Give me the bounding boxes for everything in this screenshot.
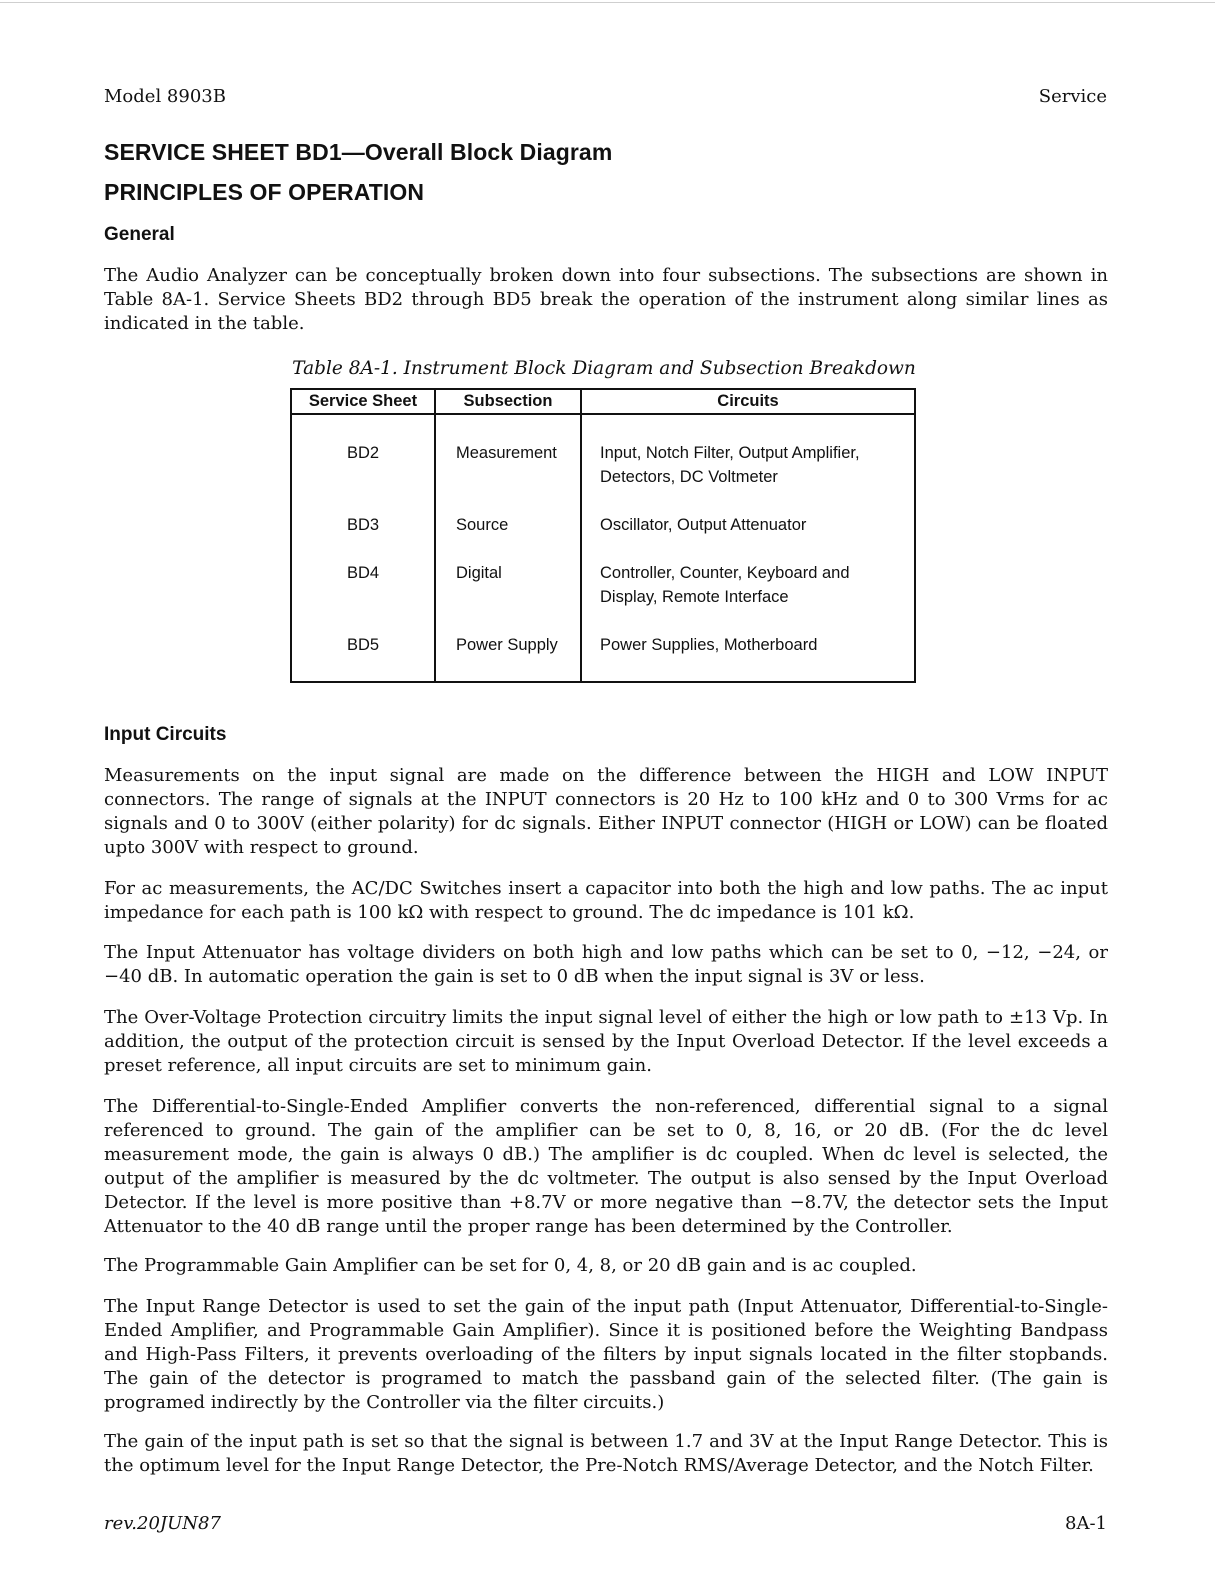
table-row — [291, 414, 915, 489]
footer-revision: rev.20JUN87 — [104, 1513, 221, 1534]
col-header-circuits: Circuits — [581, 389, 915, 414]
col-header-service-sheet: Service Sheet — [291, 389, 435, 414]
general-heading: General — [104, 224, 175, 245]
cell-sheet: BD4 — [291, 537, 435, 609]
table-row — [291, 537, 915, 609]
header-section: Service — [1038, 86, 1107, 107]
general-paragraph: The Audio Analyzer can be conceptually broken down into four subsections. The subsections are shown in Table 8A-1. Service Sheets BD2 through BD5 break the operation of the instrument along similar lines as indicated in the table. — [104, 265, 1108, 334]
cell-sheet: BD5 — [291, 609, 435, 682]
input-paragraph: The Input Attenuator has voltage dividers on both high and low paths which can be set to 0, −12, −24, or −40 dB. In automatic operation the gain is set to 0 dB when the input signal is 3V or less. — [104, 942, 1108, 987]
input-paragraph: Measurements on the input signal are made on the difference between the HIGH and LOW INPUT connectors. The range of signals at the INPUT connectors is 20 Hz to 100 kHz and 0 to 300 Vrms for ac signals and 0 to 300V (either polarity) for dc signals. Either INPUT connector (HIGH or LOW) can be floated upto 300V with respect to ground. — [104, 765, 1108, 858]
circuits-line: Detectors, DC Voltmeter — [600, 468, 778, 486]
cell-subsection: Source — [435, 489, 581, 537]
page-top-rule — [0, 2, 1215, 3]
cell-circuits — [581, 489, 915, 537]
header-model: Model 8903B — [104, 86, 226, 107]
table-row — [291, 489, 915, 537]
page-subtitle: PRINCIPLES OF OPERATION — [104, 179, 425, 205]
input-paragraph: The Over-Voltage Protection circuitry limits the input signal level of either the high or low path to ±13 Vp. In addition, the output of the protection circuit is sensed by the Input Overload Detector. If the level exceeds a preset reference, all input circuits are set to minimum gain. — [104, 1007, 1108, 1076]
input-paragraph: The gain of the input path is set so that the signal is between 1.7 and 3V at the Input Range Detector. This is the optimum level for the Input Range Detector, the Pre-Notch RMS/Average Detector, and the Notch Filter. — [104, 1431, 1108, 1476]
page-title: SERVICE SHEET BD1—Overall Block Diagram — [104, 139, 613, 165]
cell-circuits — [581, 609, 915, 682]
input-circuits-heading: Input Circuits — [104, 724, 227, 745]
cell-subsection: Measurement — [435, 414, 581, 489]
cell-circuits — [581, 414, 915, 489]
cell-sheet: BD2 — [291, 414, 435, 489]
input-paragraph: For ac measurements, the AC/DC Switches insert a capacitor into both the high and low paths. The ac input impedance for each path is 100 kΩ with respect to ground. The dc impedance is 101 kΩ. — [104, 878, 1108, 923]
input-paragraph: The Input Range Detector is used to set the gain of the input path (Input Attenuator, Differential-to-Single-Ended Amplifier, and Programmable Gain Amplifier). Since it is positioned before the Weighting Bandpass and High-Pass Filters, it prevents overloading of the filters by input signals located in the filter stopbands. The gain of the detector is programed to match the passband gain of the selected filter. (The gain is programed indirectly by the Controller via the filter circuits.) — [104, 1296, 1108, 1413]
breakdown-table — [290, 388, 916, 683]
circuits-line: Controller, Counter, Keyboard and — [600, 564, 850, 582]
table-row — [291, 609, 915, 682]
table-header-row — [291, 389, 915, 414]
circuits-line: Display, Remote Interface — [600, 588, 789, 606]
table-caption: Table 8A-1. Instrument Block Diagram and Subsection Breakdown — [292, 358, 916, 379]
col-header-subsection: Subsection — [435, 389, 581, 414]
input-paragraph: The Programmable Gain Amplifier can be set for 0, 4, 8, or 20 dB gain and is ac coupled. — [104, 1255, 917, 1276]
cell-sheet: BD3 — [291, 489, 435, 537]
footer-page-number: 8A-1 — [1065, 1513, 1107, 1534]
cell-subsection: Power Supply — [435, 609, 581, 682]
input-paragraph: The Differential-to-Single-Ended Amplifier converts the non-referenced, differential signal to a signal referenced to ground. The gain of the amplifier can be set to 0, 8, 16, or 20 dB. (For the dc level measurement mode, the gain is always 0 dB.) The amplifier is dc coupled. When dc level is selected, the output of the amplifier is measured by the dc voltmeter. The output is also sensed by the Input Overload Detector. If the level is more positive than +8.7V or more negative than −8.7V, the detector sets the Input Attenuator to the 40 dB range until the proper range has been determined by the Controller. — [104, 1096, 1108, 1237]
circuits-line: Oscillator, Output Attenuator — [600, 516, 807, 534]
cell-subsection: Digital — [435, 537, 581, 609]
cell-circuits — [581, 537, 915, 609]
circuits-line: Input, Notch Filter, Output Amplifier, — [600, 444, 860, 462]
circuits-line: Power Supplies, Motherboard — [600, 636, 818, 654]
